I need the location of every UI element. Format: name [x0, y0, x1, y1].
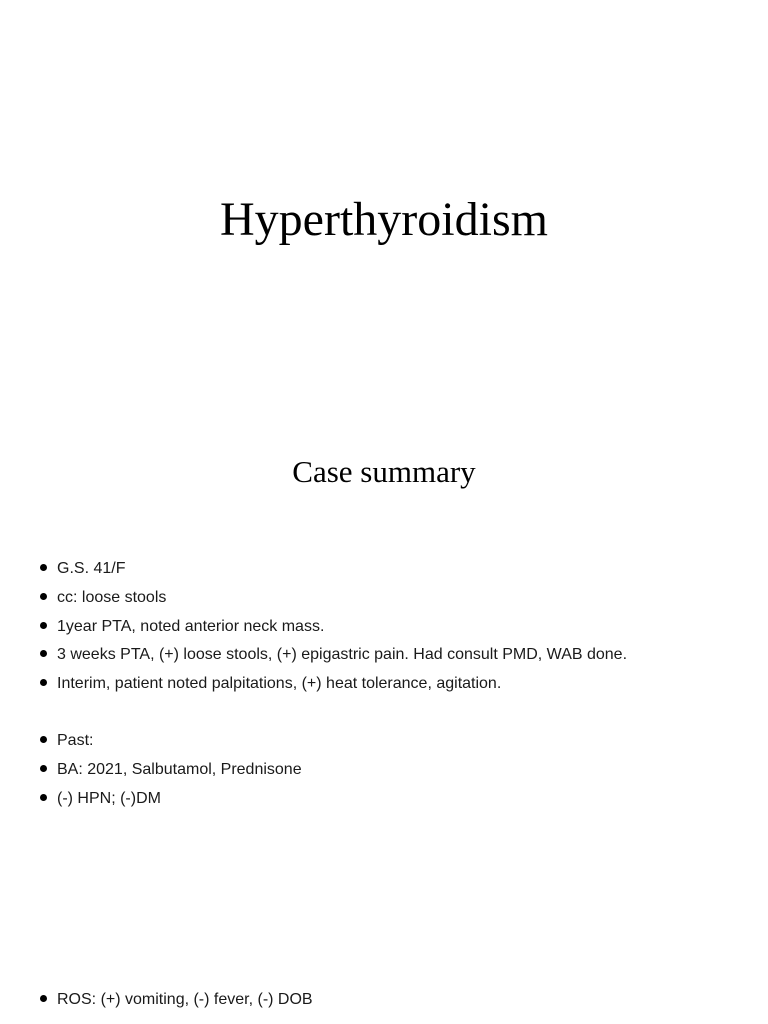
bullet-icon	[40, 995, 47, 1002]
document-title: Hyperthyroidism	[220, 193, 548, 246]
list-item-text: Interim, patient noted palpitations, (+) heat tolerance, agitation.	[57, 675, 502, 693]
list-item	[40, 641, 627, 670]
list-item	[40, 727, 302, 756]
bullet-icon	[40, 650, 47, 657]
list-item-text: BA: 2021, Salbutamol, Prednisone	[57, 760, 302, 778]
list-item-text: cc: loose stools	[57, 588, 167, 606]
list-item	[40, 785, 302, 814]
bullet-icon	[40, 622, 47, 629]
past-history-bullet-list	[40, 727, 302, 813]
list-item-text: ROS: (+) vomiting, (-) fever, (-) DOB	[57, 991, 313, 1008]
list-item	[40, 555, 627, 584]
bullet-icon	[40, 765, 47, 772]
list-item-text: 1year PTA, noted anterior neck mass.	[57, 617, 325, 635]
bullet-icon	[40, 736, 47, 743]
list-item-text: (-) HPN; (-)DM	[57, 789, 161, 807]
list-item-text: Past:	[57, 732, 94, 749]
list-item	[40, 670, 627, 699]
list-item	[40, 986, 313, 1015]
section-subtitle: Case summary	[292, 454, 476, 489]
bullet-icon	[40, 593, 47, 600]
bullet-icon	[40, 794, 47, 801]
review-of-systems-bullet-list	[40, 986, 313, 1015]
list-item-text: G.S. 41/F	[57, 560, 126, 577]
list-item-text: 3 weeks PTA, (+) loose stools, (+) epigastric pain. Had consult PMD, WAB done.	[57, 646, 628, 664]
list-item	[40, 756, 302, 785]
bullet-icon	[40, 564, 47, 571]
list-item	[40, 584, 627, 613]
bullet-icon	[40, 679, 47, 686]
history-bullet-list	[40, 555, 627, 699]
list-item	[40, 613, 627, 642]
